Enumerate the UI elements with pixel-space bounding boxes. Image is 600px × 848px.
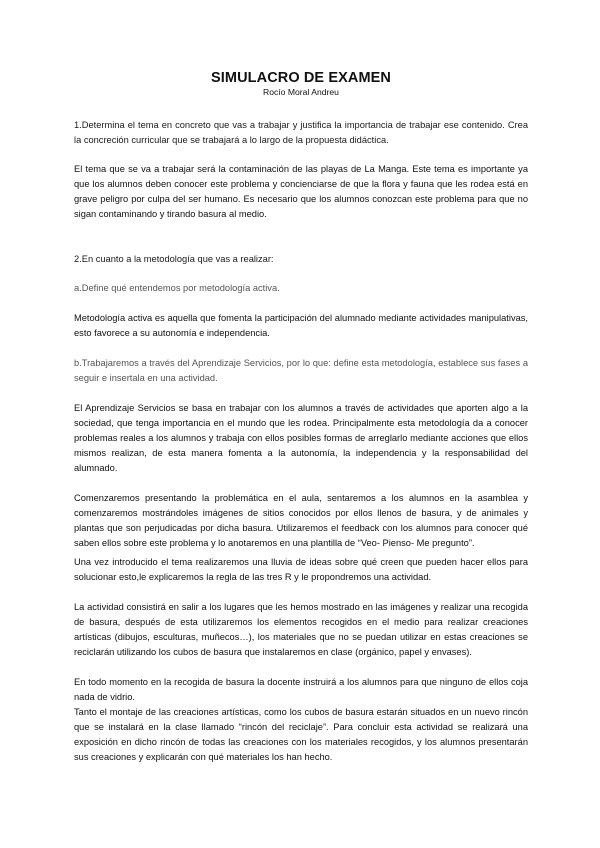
question-1: 1.Determina el tema en concreto que vas a trabajar y justifica la importancia de trabajar ese contenido. Crea la concreción curricular que se trabajará a lo largo de la propuesta didáctica. bbox=[74, 120, 528, 145]
answer-2b-paragraph-1: El Aprendizaje Servicios se basa en trabajar con los alumnos a través de actividades que aporten algo a la sociedad, que tenga importancia en el mundo que les rodea. Principalmente esta metodología da a conocer problemas reales a los alumnos y trabaja con ellos posibles formas de arreglarlo mediante acciones que ellos mismos realizan, de esta manera fomenta a la autonomía, la independencia y la responsabilidad del alumnado. bbox=[74, 403, 528, 473]
question-2a: a.Define qué entendemos por metodología activa. bbox=[74, 283, 280, 293]
answer-1: El tema que se va a trabajar será la contaminación de las playas de La Manga. Este tema es importante ya que los alumnos deben conocer este problema y concienciarse de que la flora y fauna que les rodea está en grave peligro por culpa del ser humano. Es necesario que los alumnos conozcan este problema para que no sigan contaminando y tirando basura al medio. bbox=[74, 164, 528, 219]
document-author: Rocío Moral Andreu bbox=[263, 87, 339, 97]
answer-2b-paragraph-2: Comenzaremos presentando la problemática en el aula, sentaremos a los alumnos en la asamblea y comenzaremos mostrándoles imágenes de sitios conocidos por ellos llenos de basura, y de animales y plantas que son perjudicadas por dicha basura. Utilizaremos el feedback con los alumnos para conocer qué saben ellos sobre este problema y lo anotaremos en una plantilla de “Veo- Pienso- Me pregunto”. bbox=[74, 493, 528, 548]
answer-2a: Metodología activa es aquella que fomenta la participación del alumnado mediante actividades manipulativas, esto favorece a su autonomía e independencia. bbox=[74, 313, 528, 338]
answer-2b-paragraph-4: La actividad consistirá en salir a los lugares que les hemos mostrado en las imágenes y realizar una recogida de basura, después de esta utilizaremos los elementos recogidos en el medio para realizar creaciones artísticas (dibujos, esculturas, muñecos…), los materiales que no se puedan utilizar en estas creaciones se reciclarán utilizando los cubos de basura que instalaremos en clase (orgánico, papel y envases). bbox=[74, 602, 528, 657]
answer-2b-paragraph-5: En todo momento en la recogida de basura la docente instruirá a los alumnos para que ninguno de ellos coja nada de vidrio. bbox=[74, 677, 528, 702]
question-2b: b.Trabajaremos a través del Aprendizaje Servicios, por lo que: define esta metodología, establece sus fases a seguir e insertala en una actividad. bbox=[74, 358, 528, 383]
question-2: 2.En cuanto a la metodología que vas a realizar: bbox=[74, 254, 274, 264]
answer-2b-paragraph-6: Tanto el montaje de las creaciones artísticas, como los cubos de basura estarán situados en un nuevo rincón que se instalará en la clase llamado “rincón del reciclaje”. Para concluir esta actividad se realizará una exposición en dicho rincón de todas las creaciones con los materiales recogidos, y los alumnos presentarán sus creaciones y explicarán con qué materiales los han hecho. bbox=[74, 707, 528, 762]
document-title: SIMULACRO DE EXAMEN bbox=[211, 70, 391, 86]
answer-2b-paragraph-3: Una vez introducido el tema realizaremos una lluvia de ideas sobre qué creen que pueden hacer ellos para solucionar esto,le explicaremos la regla de las tres R y le propondremos una actividad. bbox=[74, 557, 528, 582]
